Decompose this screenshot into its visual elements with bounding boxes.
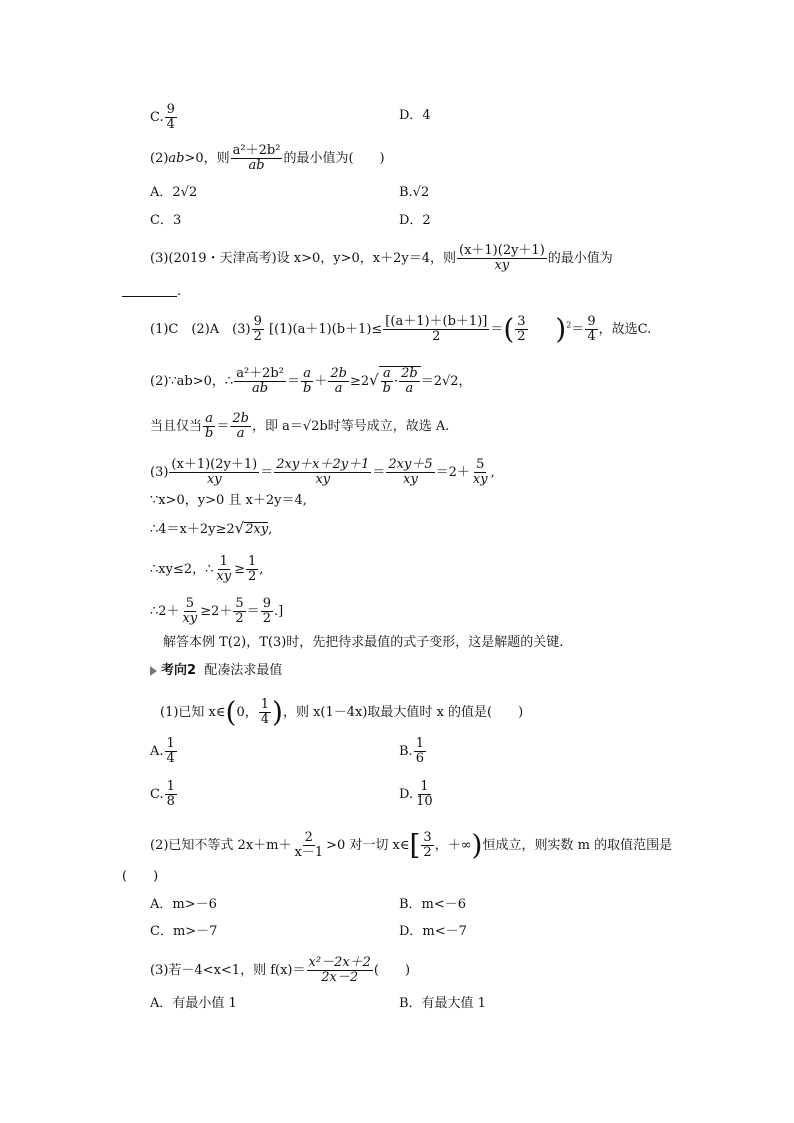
option-c: C. $\frac{9}{4}$: [150, 102, 175, 132]
answer-line-1: (1)C (2)A (3) $\frac{9}{2}$ [(1)(a＋1)(b＋1)≤ $\frac{[(a+1)+(b+1)]}{2}$ ＝( $\frac{3}{2}$ )$^2$＝ $\frac{9}{4}$ ，故选C.: [150, 312, 652, 346]
e1-option-d: D. $\frac{1}{10}$: [399, 779, 433, 809]
answer-line-4: (3) $\frac{(x+1)(2y+1)}{xy}$ ＝ $\frac{2xy+x+2y+1}{xy}$ ＝ $\frac{2xy+5}{xy}$ ＝2＋ $\frac{5}{xy}$ ,: [150, 457, 495, 487]
answer-blank: .: [122, 283, 181, 301]
e2-option-b: B．m<－6: [399, 897, 467, 912]
q2-option-c: C．3: [150, 213, 182, 228]
section-header: 考向2 配凑法求最值: [150, 662, 282, 680]
e2-option-c: C．m>－7: [150, 924, 218, 939]
answer-line-2: (2)∵ab>0，∴ $\frac{\text{a²＋2b²}}{ab}$ ＝ $\frac{a}{b}$ ＋ $\frac{2b}{a}$ ≥2√ $\frac{a}{b}$ · $\frac{2b}{a}$ ＝2√2，: [150, 366, 472, 396]
q2-option-b: B.√2: [399, 185, 430, 200]
e3-option-b: B．有最大值 1: [399, 996, 486, 1011]
answer-line-7: ∴xy≤2，∴ $\frac{1}{xy}$ ≥ $\frac{1}{2}$ ,: [150, 554, 264, 584]
q2-option-a: A．2√2: [150, 185, 198, 200]
e1-option-c: C. $\frac{1}{8}$: [150, 779, 175, 809]
e1-option-b: B. $\frac{1}{6}$: [399, 736, 424, 766]
example-3: (3)若－4<x<1，则 f(x)＝ $\frac{\text{x²－2x＋2}}{2x-2}$ ( ): [150, 955, 411, 985]
question-3: (3)(2019・天津高考)设 x>0，y>0，x＋2y＝4，则 $\frac{(x+1)(2y+1)}{xy}$ 的最小值为: [150, 243, 613, 273]
question-2: (2)ab>0，则 $\frac{\text{a²＋2b²}}{ab}$ 的最小值为( ): [150, 143, 385, 173]
answer-line-8: ∴2＋ $\frac{5}{xy}$ ≥2＋ $\frac{5}{2}$ ＝ $\frac{9}{2}$ .]: [150, 596, 284, 626]
triangle-marker-icon: [150, 666, 157, 676]
e3-option-a: A．有最小值 1: [150, 996, 237, 1011]
e1-option-a: A. $\frac{1}{4}$: [150, 736, 175, 766]
e2-option-a: A．m>－6: [150, 897, 217, 912]
note-text: 解答本例 T(2)，T(3)时，先把待求最值的式子变形，这是解题的关键.: [163, 635, 564, 650]
answer-line-6: ∴4＝x＋2y≥2√2xy,: [150, 519, 273, 537]
e2-option-d: D．m<－7: [399, 924, 467, 939]
answer-line-5: ∵x>0，y>0 且 x＋2y＝4,: [150, 493, 307, 508]
q2-option-d: D．2: [399, 213, 431, 228]
answer-line-3: 当且仅当 $\frac{a}{b}$ ＝ $\frac{2b}{a}$ ，即 a＝√2b时等号成立，故选 A.: [150, 411, 450, 441]
example-1: (1)已知 x∈(0， $\frac{1}{4}$ )，则 x(1－4x)取最大值时 x 的值是( ): [160, 695, 524, 729]
option-d: D．4: [399, 108, 431, 123]
example-2-bracket: ( ): [122, 869, 159, 884]
example-2: (2)已知不等式 2x＋m＋ $\frac{2}{x-1}$ >0 对一切 x∈[ $\frac{3}{2}$ ，＋∞)恒成立，则实数 m 的取值范围是: [150, 828, 673, 862]
